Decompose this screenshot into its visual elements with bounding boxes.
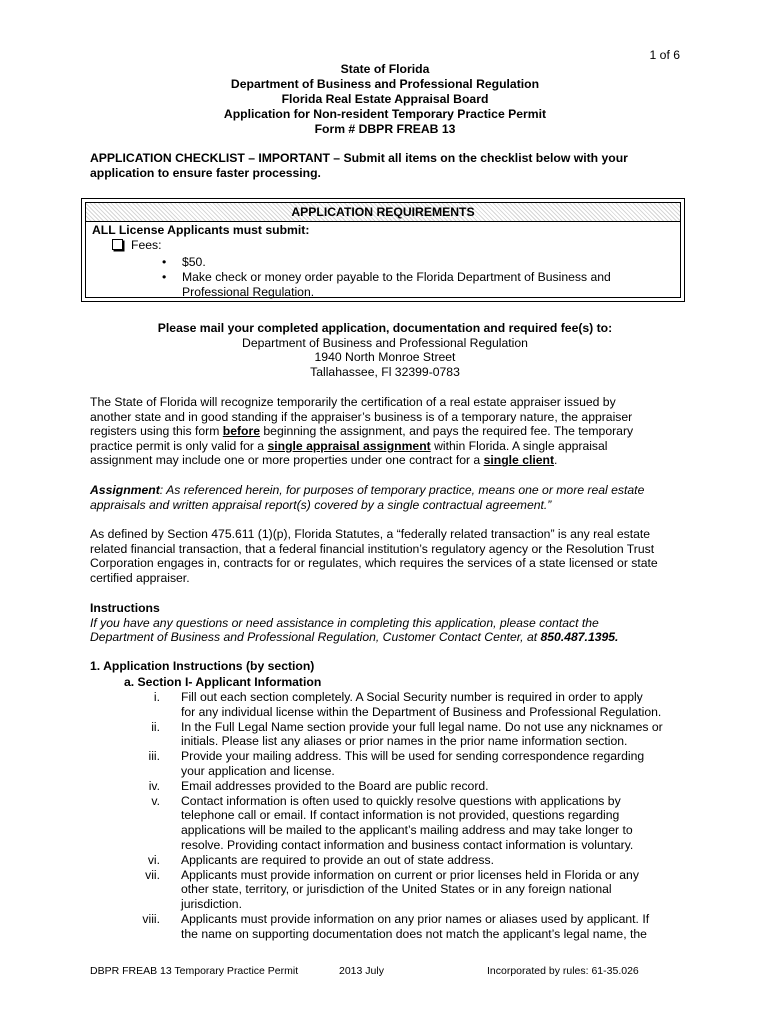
instruction-item-text: the name on supporting documentation does not match the applicant’s legal name, the	[181, 926, 647, 941]
instruction-item-text: for any individual license within the Department of Business and Professional Regulation.	[181, 704, 662, 719]
instruction-item-text: Email addresses provided to the Board are public record.	[181, 778, 489, 793]
emphasis-before: before	[222, 424, 261, 439]
assignment-label: Assignment	[90, 483, 160, 497]
instruction-item-text: telephone call or email. If contact information is not provided, questions regarding	[181, 808, 620, 823]
instruction-item-number: iii.	[148, 749, 160, 764]
federal-transaction-paragraph: As defined by Section 475.611 (1)(p), Florida Statutes, a “federally related transaction” is any real estate related financial transaction, that a federal financial institution’s regulatory agency or the Resolution Trust Corporation engages in, contracts for or regulates, which requires the services of a state licensed or state certified appraiser.	[90, 527, 658, 585]
header-board: Florida Real Estate Appraisal Board	[281, 92, 489, 106]
instruction-item-text: Applicants must provide information on any prior names or aliases used by applicant. If	[181, 912, 650, 926]
instruction-item-text: Applicants are required to provide an out of state address.	[181, 852, 495, 867]
checkbox-icon	[112, 239, 123, 250]
instruction-item-number: viii.	[142, 912, 160, 926]
instruction-item-text: Fill out each section completely. A Social Security number is required in order to apply	[181, 690, 643, 704]
instruction-item-number: ii.	[151, 719, 160, 734]
fees-item	[112, 238, 161, 253]
emphasis-single-client: single client	[483, 453, 555, 468]
requirements-box: APPLICATION REQUIREMENTS ALL License Applicants must submit: Fees: • $50. • Make check or money order payable to the Florida Department of Business and Professional Regulation.	[81, 198, 685, 302]
instruction-item-text: Provide your mailing address. This will be used for sending correspondence regarding	[181, 749, 645, 764]
checklist-line-2: application to ensure faster processing.	[90, 165, 321, 180]
instruction-item-text: Applicants must provide information on current or prior licenses held in Florida or any	[181, 867, 639, 882]
instruction-item-text: resolve. Providing contact information and business contact information is voluntary.	[181, 838, 634, 852]
header-application-title: Application for Non-resident Temporary Practice Permit	[223, 107, 547, 121]
bullet-icon: •	[162, 255, 167, 269]
instruction-item-text: other state, territory, or jurisdiction of the United States or in any foreign national	[181, 882, 612, 897]
instruction-item-number: iv.	[148, 778, 160, 793]
instruction-item-text: jurisdiction.	[181, 897, 242, 912]
instructions-heading: Instructions	[90, 601, 160, 615]
mail-line-3: Tallahassee, Fl 32399-0783	[310, 364, 460, 379]
footer-date: 2013 July	[339, 965, 384, 977]
assignment-definition: Assignment: As referenced herein, for purposes of temporary practice, means one or more real estate appraisals and written appraisal report(s) covered by a single contractual agreement.”	[90, 483, 645, 512]
instruction-item-text: initials. Please list any aliases or prior names in the prior name information section.	[181, 734, 628, 749]
instructions-block: Instructions If you have any questions or need assistance in completing this application, please contact the Department of Business and Professional Regulation, Customer Contact Center, at 850.487.1395.	[90, 601, 682, 645]
mailing-address-block	[0, 321, 770, 379]
section-instructions-heading: 1. Application Instructions (by section)	[90, 659, 315, 673]
checklist-line-1: APPLICATION CHECKLIST – IMPORTANT – Submit all items on the checklist below with your	[90, 151, 628, 165]
instruction-item-text: applications will be mailed to the applicant’s mailing address and may take longer to	[181, 823, 633, 838]
instruction-item-text: In the Full Legal Name section provide your full legal name. Do not use any nicknames or	[181, 719, 663, 734]
fees-label: Fees:	[131, 238, 162, 252]
document-header	[0, 62, 770, 137]
instruction-item-number: vi.	[147, 852, 160, 867]
footer-form: DBPR FREAB 13 Temporary Practice Permit	[90, 965, 299, 977]
mail-line-2: 1940 North Monroe Street	[314, 350, 456, 365]
bullet-icon: •	[162, 270, 167, 284]
header-state: State of Florida	[340, 62, 430, 76]
header-form-number: Form # DBPR FREAB 13	[314, 122, 456, 136]
requirements-title: APPLICATION REQUIREMENTS	[86, 203, 680, 222]
instruction-item-number: vii.	[145, 867, 160, 882]
page-number: 1 of 6	[649, 48, 680, 62]
footer-rules: Incorporated by rules: 61-35.026	[487, 965, 639, 977]
section-i-heading: a. Section I- Applicant Information	[124, 675, 322, 689]
instruction-item-number: v.	[151, 793, 160, 808]
mail-line-1: Department of Business and Professional Regulation	[242, 335, 528, 350]
mail-heading: Please mail your completed application, documentation and required fee(s) to:	[157, 321, 613, 335]
emphasis-single-assignment: single appraisal assignment	[267, 438, 431, 453]
instruction-item-text: your application and license.	[181, 764, 335, 778]
instruction-item-number: i.	[153, 690, 160, 704]
header-department: Department of Business and Professional Regulation	[230, 77, 540, 91]
contact-phone: 850.487.1395.	[540, 630, 619, 645]
application-checklist	[90, 151, 680, 180]
instruction-item-text: Contact information is often used to quickly resolve questions with applications by	[181, 793, 621, 808]
recognition-paragraph: The State of Florida will recognize temporarily the certification of a real estate appraiser issued by another state and in good standing if the appraiser’s business is of a temporary nature, the appraiser registers using this form before beginning the assignment, and pays the required fee. The temporary practice permit is only valid for a single appraisal assignment within Florida. A single appraisal assignment may include one or more properties under one contract for a single client.	[90, 395, 634, 468]
requirements-subtitle: ALL License Applicants must submit:	[92, 223, 310, 237]
